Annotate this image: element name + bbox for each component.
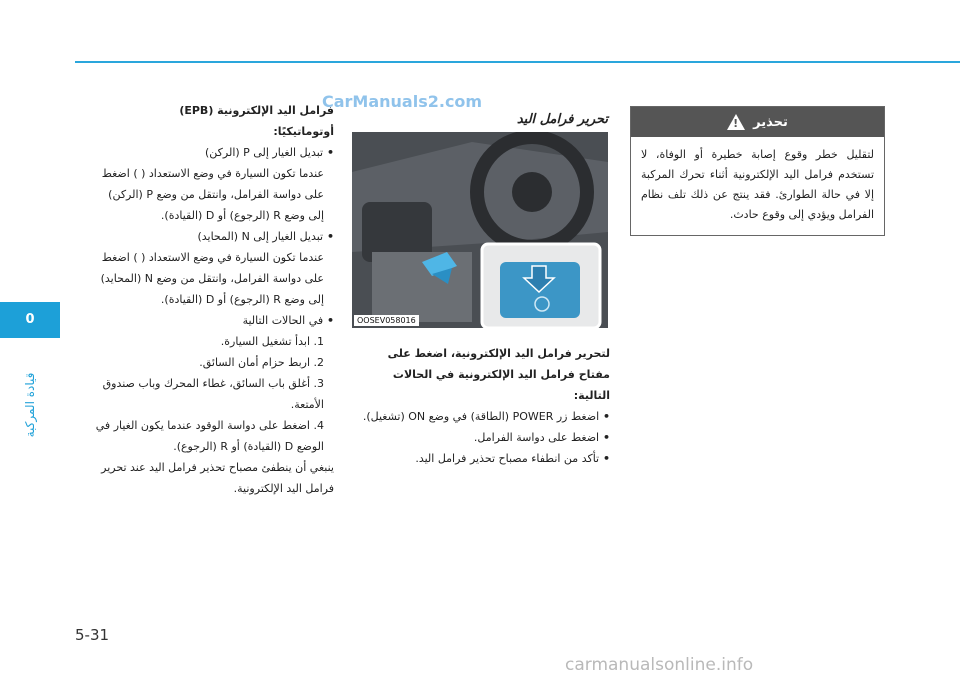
top-rule [75,61,960,63]
auto-bullet-detail: عندما تكون السيارة في وضع الاستعداد ( ) اضغط على دواسة الفرامل، وانتقل من وضع N (المحايد) إلى وضع R (الرجوع) أو D (القيادة). [100,251,324,306]
console-figure [352,132,608,328]
numbered-step: 4. اضغط على دواسة الوقود عندما يكون الغيار في الوضع D (القيادة) أو R (الرجوع). [95,419,324,453]
release-instructions [354,343,610,469]
chapter-tab: 0 [0,302,60,338]
auto-bullet: • تبديل الغيار إلى P (الركن) [92,142,334,163]
release-bullet: • تأكد من انطفاء مصباح تحذير فرامل اليد. [354,448,610,469]
watermark-top: CarManuals2.com [322,92,483,111]
auto-release-section [92,100,334,499]
warning-triangle-icon [727,114,745,130]
auto-subheading: أوتوماتيكيًا: [273,125,334,138]
watermark-bottom: carmanualsonline.info [565,655,754,675]
console-illustration [352,132,608,328]
numbered-step: 2. اربط حزام أمان السائق. [199,356,324,369]
numbered-step: 3. أغلق باب السائق، غطاء المحرك وباب صندوق الأمتعة. [102,377,324,411]
epb-heading: فرامل اليد الإلكترونية (EPB) [179,104,334,117]
auto-bullet: • تبديل الغيار إلى N (المحايد) [92,226,334,247]
release-bullet: • اضغط زر POWER (الطاقة) في وضع ON (تشغيل). [354,406,610,427]
page-number: 5-31 [75,626,110,644]
release-intro: لتحرير فرامل اليد الإلكترونية، اضغط على مفتاح فرامل اليد الإلكترونية في الحالات التالية: [387,347,610,402]
chapter-label: قيادة المركبة [23,372,37,438]
warning-box [630,106,885,236]
warning-title: تحذير [753,114,788,130]
section-heading: تحرير فرامل اليد [516,112,608,127]
release-bullet: • اضغط على دواسة الفرامل. [354,427,610,448]
warning-header [631,107,884,137]
figure-code: OOSEV058016 [354,315,419,326]
warning-lamp-note: ينبغي أن ينطفئ مصباح تحذير فرامل اليد عند تحرير فرامل اليد الإلكترونية. [101,461,334,495]
auto-bullet: • في الحالات التالية [92,310,334,331]
numbered-step: 1. ابدأ تشغيل السيارة. [220,335,324,348]
warning-text: لتقليل خطر وقوع إصابة خطيرة أو الوفاة، لا تستخدم فرامل اليد الإلكترونية أثناء تحرك المركبة إلا في حالة الطوارئ. فقد ينتج عن ذلك تلف نظام الفرامل ويؤدي إلى وقوع حادث. [641,148,874,221]
auto-bullet-detail: عندما تكون السيارة في وضع الاستعداد ( ) اضغط على دواسة الفرامل، وانتقل من وضع P (الركن) إلى وضع R (الرجوع) أو D (القيادة). [101,167,324,222]
